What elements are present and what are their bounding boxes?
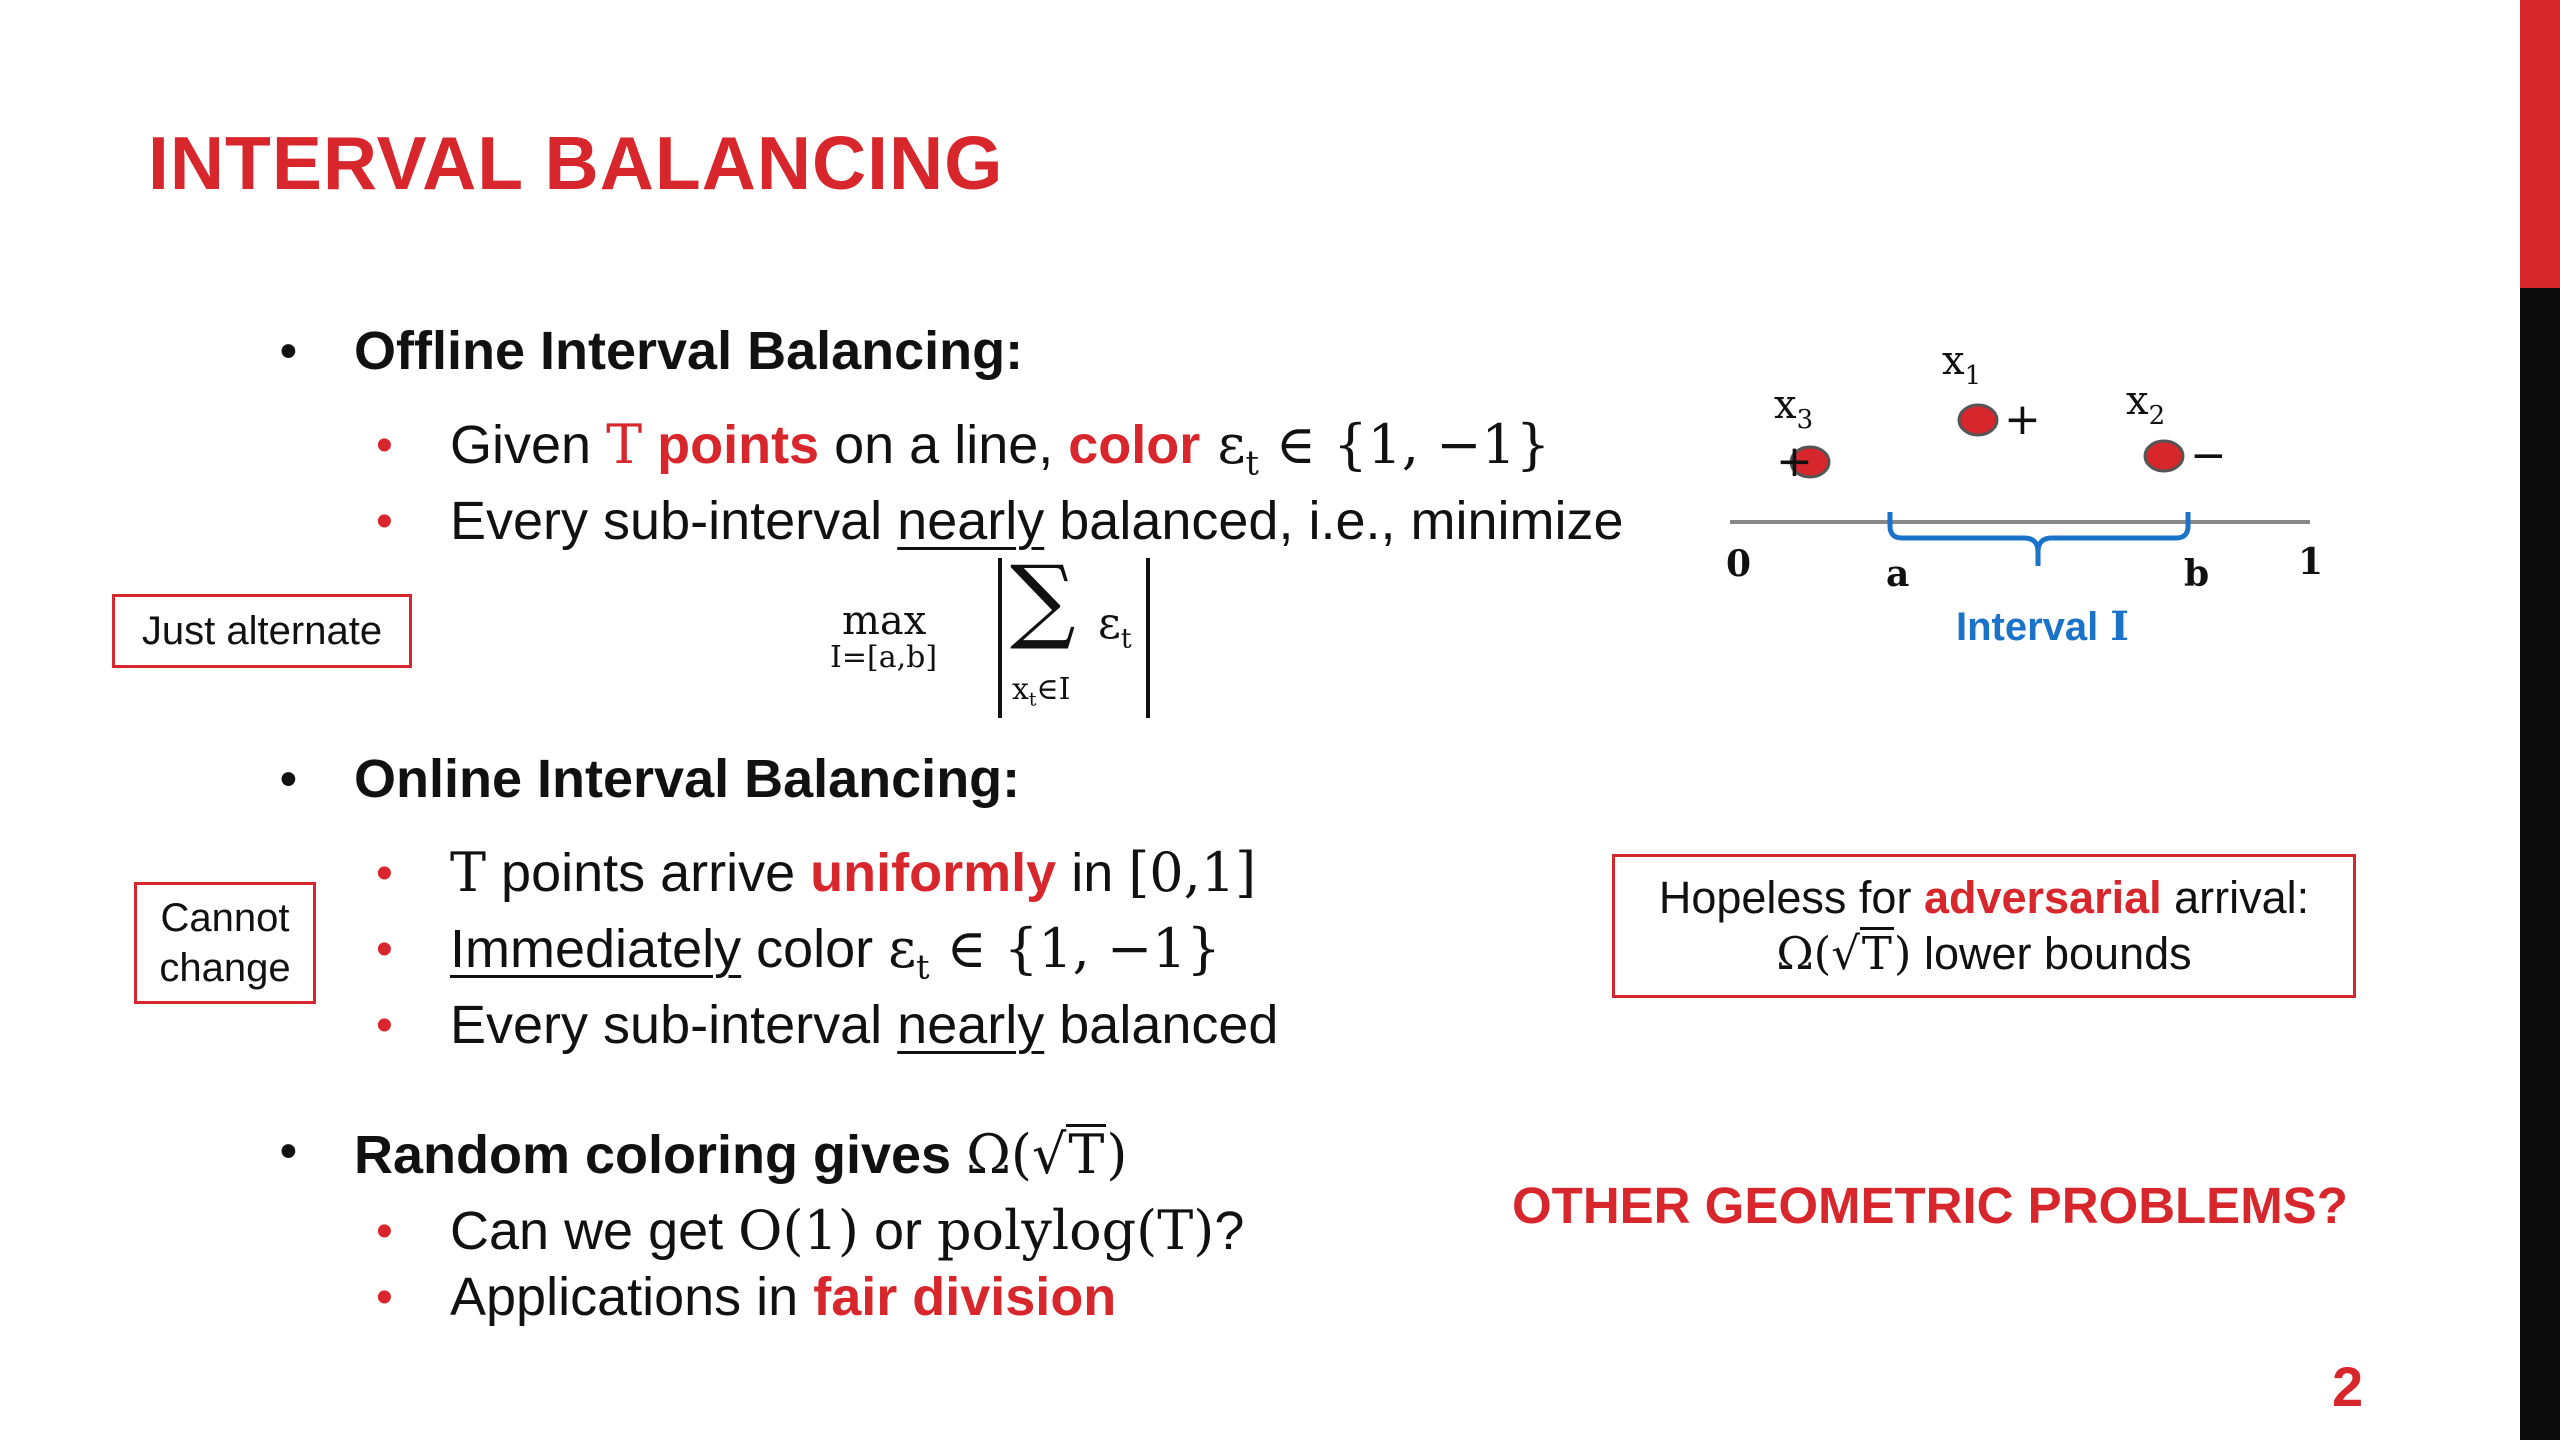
text: balanced [1044, 995, 1279, 1055]
text-uniformly: uniformly [810, 843, 1057, 903]
point-x2 [2145, 441, 2183, 471]
text: or [858, 1201, 937, 1261]
text: on a line, [819, 415, 1069, 475]
text: Interval [1956, 605, 2099, 649]
bullet-dot: • [280, 325, 297, 378]
bullet-dot: • [280, 753, 297, 806]
sub: 2 [2148, 401, 2166, 431]
offline-heading: Offline Interval Balancing: [354, 321, 1024, 381]
bullet-dot-red: • [376, 1271, 393, 1324]
abs-bar-left [998, 558, 1002, 718]
text-immediately: Immediately [450, 919, 742, 979]
label-b: b [2184, 553, 2210, 595]
bullet-dot-red: • [376, 1205, 393, 1258]
page-number: 2 [2332, 1355, 2364, 1418]
slide-title: INTERVAL BALANCING [148, 121, 1004, 205]
text: balanced, i.e., minimize [1044, 491, 1624, 551]
bullet-dot-red: • [376, 847, 393, 900]
text: Every sub-interval [450, 491, 898, 551]
text: Cannot [160, 896, 290, 940]
formula-max-sum [820, 546, 1180, 722]
label-one: 1 [2298, 541, 2324, 583]
sqrt: √T [1831, 927, 1892, 980]
text: Applications in [450, 1267, 814, 1327]
sub: t [1028, 689, 1037, 711]
text: ∈I [1036, 672, 1071, 707]
sqrt-arg: T [1861, 927, 1892, 980]
set: ∈ {1, −1} [1258, 413, 1551, 476]
text: ε [1098, 598, 1121, 649]
var: I [2110, 603, 2130, 650]
text-color: color [1068, 415, 1201, 475]
omega: Ω( [966, 1123, 1032, 1186]
text: x [2126, 378, 2149, 424]
text-points: points [642, 415, 820, 475]
other-problems-heading: OTHER GEOMETRIC PROBLEMS? [1512, 1177, 2348, 1234]
formula-eps [1098, 598, 1132, 655]
text: x [1942, 338, 1965, 384]
formula-sum: ∑ [1010, 546, 1076, 653]
range: [0,1] [1128, 841, 1257, 904]
text-nearly: nearly [897, 491, 1045, 551]
sub: t [1120, 623, 1132, 655]
sign-plus-x1: + [2004, 394, 2041, 445]
text: Hopeless for [1658, 871, 1924, 923]
text: ? [1214, 1201, 1245, 1261]
text: color [741, 919, 889, 979]
text-nearly: nearly [897, 995, 1045, 1055]
sqrt: √T [1031, 1123, 1105, 1186]
bullet-dot-red: • [376, 923, 393, 976]
label-x1 [1942, 338, 1981, 391]
label-x3 [1774, 382, 1813, 435]
sqrt-arg: T [1068, 1123, 1105, 1186]
sub-t: t [916, 947, 930, 987]
paren: ) [1106, 1123, 1128, 1186]
sign-plus-x3: + [1776, 436, 1813, 487]
text-adversarial: adversarial [1923, 871, 2162, 923]
text: Given [450, 415, 607, 475]
text: points arrive [486, 843, 811, 903]
label-x2 [2126, 378, 2165, 431]
polylog: polylog(T) [936, 1199, 1215, 1262]
text: x [1012, 672, 1029, 707]
sub: 1 [1964, 361, 1982, 391]
sidebar-accent-black [2520, 288, 2560, 1440]
bullet-dot-red: • [376, 419, 393, 472]
var-t: T [450, 841, 487, 904]
bullet-dot: • [280, 1125, 297, 1178]
text: in [1056, 843, 1129, 903]
sign-minus-x2: − [2190, 430, 2227, 481]
text: arrival: [2161, 871, 2310, 923]
formula-max: max [842, 598, 927, 644]
var-eps: ε [888, 917, 917, 980]
formula-sum-sub [1012, 672, 1070, 711]
point-x1 [1959, 405, 1997, 435]
random-heading: Random coloring gives [354, 1125, 967, 1185]
bullet-dot-red: • [376, 999, 393, 1052]
text: lower bounds [1911, 928, 2192, 979]
sub: 3 [1796, 405, 1814, 435]
text: change [159, 946, 291, 990]
note-just-alternate: Just alternate [112, 594, 412, 668]
text: x [1774, 382, 1797, 428]
label-a: a [1886, 553, 1910, 595]
var-eps: ε [1200, 413, 1246, 476]
online-heading: Online Interval Balancing: [354, 749, 1021, 809]
interval-diagram [1700, 330, 2360, 660]
sidebar-accent-red [2520, 0, 2560, 288]
interval-label [1956, 603, 2129, 650]
sub-t: t [1245, 443, 1259, 483]
var-t: T [606, 413, 643, 476]
text: Can we get [450, 1201, 739, 1261]
note-hopeless [1612, 854, 2356, 998]
paren: ) [1893, 927, 1912, 980]
text: Every sub-interval [450, 995, 898, 1055]
abs-bar-right [1146, 558, 1150, 718]
text-fair-division: fair division [813, 1267, 1117, 1327]
note-cannot-change [134, 882, 316, 1004]
set: ∈ {1, −1} [929, 917, 1221, 980]
label-zero: 0 [1726, 543, 1752, 585]
bullet-dot-red: • [376, 495, 393, 548]
formula-max-sub: I=[a,b] [830, 640, 938, 675]
big-o: O(1) [738, 1199, 859, 1262]
omega: Ω( [1776, 927, 1832, 980]
